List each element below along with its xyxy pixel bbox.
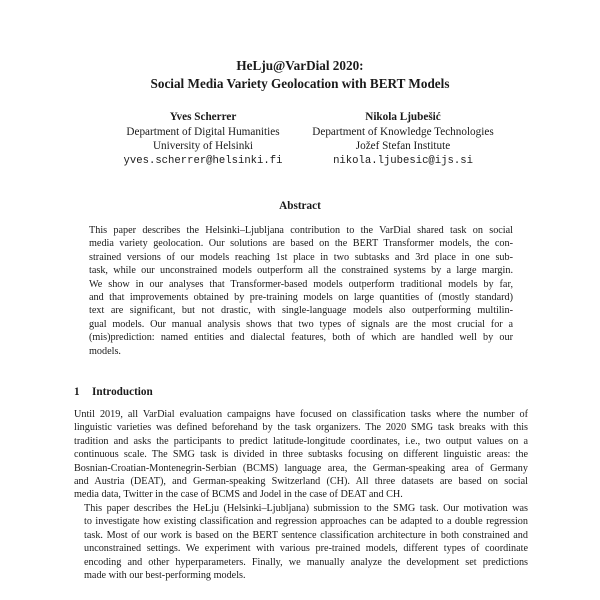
abstract-line: models. — [89, 345, 121, 357]
body-line: made with our best-performing models. — [84, 570, 246, 582]
intro-paragraph-1 — [74, 408, 528, 502]
author-email[interactable]: nikola.ljubesic@ijs.si — [333, 154, 473, 167]
author-name: Yves Scherrer — [169, 111, 237, 123]
abstract-line: media variety geolocation. Our solutions are based on the BERT Transformer models, the con- — [89, 238, 513, 250]
author-affiliation: Department of Digital Humanities — [126, 125, 280, 138]
author-block-1 — [108, 110, 298, 168]
body-line: This paper describes the HeLju (Helsinki–Ljubljana) submission to the SMG task. Our motivation was — [84, 503, 528, 514]
section-title: Introduction — [92, 386, 153, 398]
body-line: to investigate how existing classification and regression approaches can be adapted to a double regression — [84, 516, 528, 528]
body-line: task. Most of our work is based on the BERT sentence classification architecture in both constrained and — [84, 529, 528, 541]
author-email[interactable]: yves.scherrer@helsinki.fi — [123, 154, 283, 167]
abstract-line: task, while our unconstrained models outperform all the constrained systems by a large margin. — [89, 265, 513, 277]
body-line: unconstrained settings. We experiment with various pre-trained models, different types of coordinate — [84, 543, 528, 555]
abstract-line: and that improvements obtained by pre-training models on large quantities of (mostly standard) — [89, 292, 513, 304]
author-name: Nikola Ljubešić — [365, 111, 441, 123]
author-institution: Jožef Stefan Institute — [355, 140, 451, 152]
abstract-line: text are significant, but not drastic, with single-language models also outperforming multilin- — [89, 305, 513, 317]
author-affiliation: Department of Knowledge Technologies — [312, 125, 494, 138]
body-line: tradition and asks the participants to predict latitude-longitude coordinates, i.e., two output values on a — [74, 435, 528, 447]
abstract-line: This paper describes the Helsinki–Ljubljana contribution to the VarDial shared task on social — [89, 225, 513, 236]
body-line: Until 2019, all VarDial evaluation campaigns have focused on classification tasks where the number of — [74, 409, 528, 420]
section-number: 1 — [74, 386, 80, 398]
body-line: and Austria (DEAT), and German-speaking Switzerland (CH). All three datasets are based on social — [74, 476, 528, 488]
section-heading-introduction — [74, 386, 153, 398]
body-line: media data, Twitter in the case of BCMS and Jodel in the case of DEAT and CH. — [74, 489, 403, 501]
author-institution: University of Helsinki — [152, 140, 254, 152]
intro-paragraph-2 — [74, 502, 528, 582]
body-line: encoding and other hyperparameters. Finally, we manually analyze the development set predictions — [84, 556, 528, 568]
abstract-body — [89, 224, 513, 358]
author-block-2 — [298, 110, 508, 168]
body-line: linguistic varieties was defined beforehand by the task organizers. The 2020 SMG task breaks with this — [74, 422, 528, 434]
body-line: Bosnian-Croatian-Montenegrin-Serbian (BCMS) language area, the German-speaking area of Germany — [74, 462, 528, 474]
abstract-line: strained versions of our models reaching 1st place in two subtasks and 3rd place in one sub- — [89, 251, 513, 263]
body-line: continuous scale. The SMG task is divided in three subtasks focusing on different linguistic areas: the — [74, 449, 528, 461]
paper-title-line-2: Social Media Variety Geolocation with BERT Models — [150, 76, 450, 91]
abstract-heading: Abstract — [279, 200, 321, 212]
paper-title-line-1: HeLju@VarDial 2020: — [236, 58, 364, 73]
abstract-line: (mis)prediction: named entities and dialectal features, both of which are handled well by our — [89, 332, 513, 344]
abstract-line: We show in our analyses that Transformer-based models outperform traditional models by far, — [89, 278, 513, 290]
abstract-line: gual models. Our manual analysis shows that two types of signals are the most crucial for a — [89, 318, 513, 330]
